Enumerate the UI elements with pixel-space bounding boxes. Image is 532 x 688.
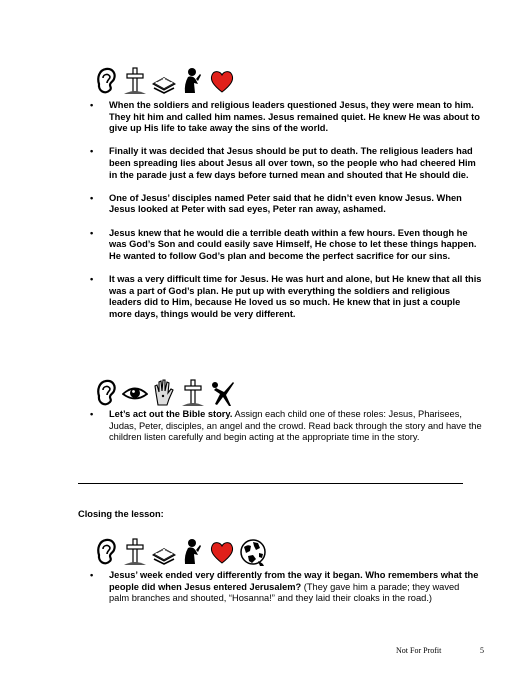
icon-row-3 <box>93 533 268 567</box>
bible-icon <box>151 537 177 567</box>
list-item: • When the soldiers and religious leaders questioned Jesus, they were mean to him. They hit him and called him names. Jesus remained quiet. He knew He was about to give up His life to take away the sins of the world. <box>90 100 482 135</box>
ear-icon <box>93 537 119 567</box>
footer-text: Not For Profit <box>396 646 442 655</box>
cross-icon <box>180 378 206 408</box>
hand-icon <box>151 378 177 408</box>
story-bullet-list <box>90 100 482 332</box>
icon-row-1 <box>93 62 235 96</box>
activity-bold: Let’s act out the Bible story. <box>109 409 233 419</box>
praying-person-icon <box>180 66 206 96</box>
stretching-person-icon <box>209 378 235 408</box>
cross-icon <box>122 537 148 567</box>
bible-icon <box>151 66 177 96</box>
closing-bullet-list <box>90 570 482 616</box>
divider <box>78 483 463 484</box>
activity-text: Assign each child one of these roles: Jesus, Pharisees, Judas, Peter, disciples, an angel and the crowd. Read back through the story and have the children listen carefully and begin acting at the appropriate time in the story. <box>109 409 482 443</box>
closing-heading: Closing the lesson: <box>78 509 164 519</box>
ear-icon <box>93 66 119 96</box>
page-number: 5 <box>480 646 484 655</box>
list-item: • It was a very difficult time for Jesus. He was hurt and alone, but He knew that all this was a part of God’s plan. He put up with everything the soldiers and religious leaders did to Him, because He loved us so much. He knew that in just a couple more days, things would be very different. <box>90 274 482 320</box>
list-item <box>90 409 482 444</box>
eye-icon <box>122 378 148 408</box>
heart-icon <box>209 66 235 96</box>
ear-icon <box>93 378 119 408</box>
list-item: • One of Jesus’ disciples named Peter said that he didn’t even know Jesus. When Jesus looked at Peter with sad eyes, Peter ran away, ashamed. <box>90 193 482 216</box>
list-item: • Jesus knew that he would die a terrible death within a few hours. Even though he was God’s Son and could easily save Himself, He chose to let these things happen. He wanted to follow God’s plan and become the perfect sacrifice for our sins. <box>90 228 482 263</box>
closing-answer: (They gave him a parade; they waved palm branches and shouted, “Hosanna!” and they laid their cloaks in the road.) <box>109 581 460 604</box>
list-item: • Finally it was decided that Jesus should be put to death. The religious leaders had been spreading lies about Jesus all over town, so the people who had cheered Him in the parade just a few days before turned mean and shouted that He should die. <box>90 146 482 181</box>
activity-bullet-list <box>90 409 482 455</box>
list-item <box>90 570 482 605</box>
cross-icon <box>122 66 148 96</box>
closing-question: Jesus’ week ended very differently from the way it began. Who remembers what the people did when Jesus entered Jerusalem? <box>109 570 479 592</box>
heart-icon <box>209 537 235 567</box>
praying-person-icon <box>180 537 206 567</box>
globe-icon <box>238 537 268 567</box>
icon-row-2 <box>93 374 235 408</box>
